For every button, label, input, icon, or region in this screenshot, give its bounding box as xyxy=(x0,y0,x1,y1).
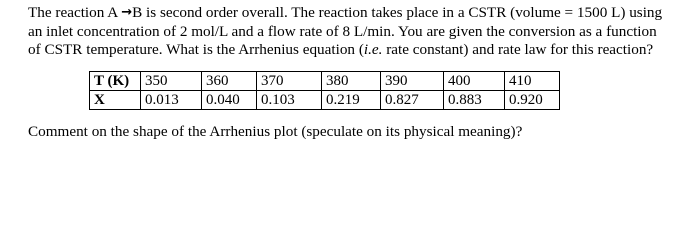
temperature-cell: 400 xyxy=(444,72,505,91)
problem-line-2: an inlet concentration of 2 mol/L and a flow rate of 8 L/min. You are given the conversion as a function xyxy=(28,23,657,40)
temperature-cell: 360 xyxy=(202,72,257,91)
problem-line-3 xyxy=(28,41,678,59)
temperature-cell: 380 xyxy=(322,72,381,91)
arrow-icon: → xyxy=(121,5,133,20)
temperature-cell: 410 xyxy=(505,72,560,91)
line1-text-end: B is second order overall. The reaction takes place in a CSTR (volume = 1500 L) using xyxy=(132,4,663,21)
conversion-cell: 0.013 xyxy=(141,91,202,110)
conversion-cell: 0.883 xyxy=(444,91,505,110)
conversion-row xyxy=(90,91,560,110)
comment-question: Comment on the shape of the Arrhenius plot (speculate on its physical meaning)? xyxy=(28,123,523,140)
line3-italic-ie: i.e. xyxy=(363,41,383,58)
temperature-cell: 390 xyxy=(381,72,444,91)
conversion-cell: 0.040 xyxy=(202,91,257,110)
conversion-cell: 0.920 xyxy=(505,91,560,110)
conversion-cell: 0.103 xyxy=(257,91,322,110)
conversion-table xyxy=(89,71,560,110)
conversion-cell: 0.219 xyxy=(322,91,381,110)
temperature-row xyxy=(90,72,560,91)
line3-text-end: rate constant) and rate law for this reaction? xyxy=(382,41,654,58)
row-header-temperature: T (K) xyxy=(90,72,141,91)
line1-text-start: The reaction A xyxy=(28,4,122,21)
row-header-conversion: X xyxy=(90,91,141,110)
problem-line-1 xyxy=(28,4,678,23)
conversion-cell: 0.827 xyxy=(381,91,444,110)
temperature-cell: 350 xyxy=(141,72,202,91)
temperature-cell: 370 xyxy=(257,72,322,91)
problem-statement xyxy=(28,4,678,59)
line3-text-start: of CSTR temperature. What is the Arrhenius equation ( xyxy=(28,41,364,58)
